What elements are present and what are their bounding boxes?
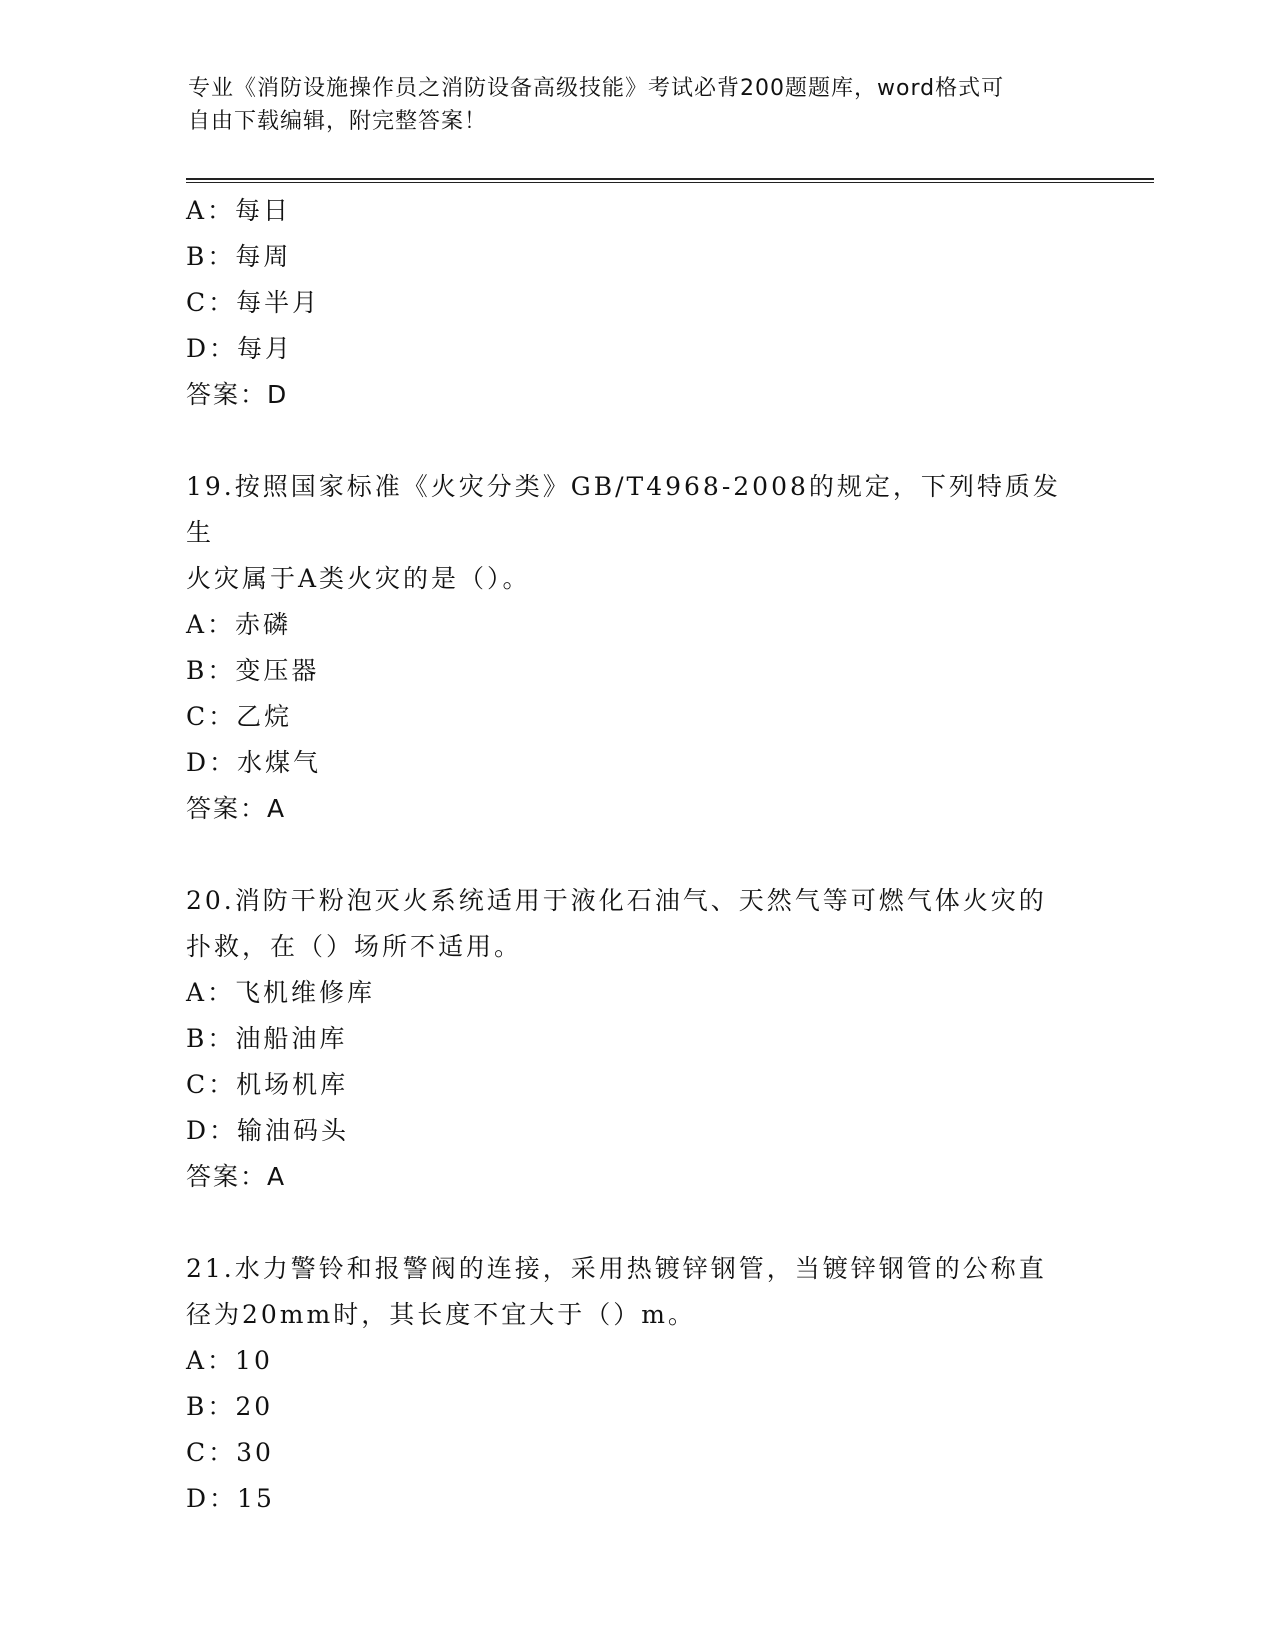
option-b: B：变压器 bbox=[186, 656, 320, 685]
option-a: A：每日 bbox=[186, 196, 292, 225]
option-a: A：飞机维修库 bbox=[186, 978, 376, 1007]
option-b: B：油船油库 bbox=[186, 1024, 348, 1053]
option-d: D：输油码头 bbox=[186, 1116, 350, 1145]
question-19 bbox=[186, 464, 1086, 832]
question-21 bbox=[186, 1246, 1086, 1522]
option-d: D：15 bbox=[186, 1484, 275, 1513]
option-c: C：30 bbox=[186, 1438, 274, 1467]
option-b: B：20 bbox=[186, 1392, 274, 1421]
option-c: C：乙烷 bbox=[186, 702, 293, 731]
question-20 bbox=[186, 878, 1086, 1200]
question-text-line-1: 19.按照国家标准《火灾分类》GB/T4968-2008的规定，下列特质发生 bbox=[186, 472, 1061, 547]
question-content bbox=[186, 188, 1086, 1522]
option-d: D：每月 bbox=[186, 334, 294, 363]
question-text-line-1: 21.水力警铃和报警阀的连接，采用热镀锌钢管，当镀锌钢管的公称直 bbox=[186, 1254, 1047, 1283]
header-line-2: 自由下载编辑，附完整答案！ bbox=[188, 109, 488, 134]
header-divider-thick bbox=[186, 178, 1154, 180]
answer-line: 答案：A bbox=[186, 794, 287, 823]
spacer bbox=[186, 1200, 1086, 1246]
question-text-line-2: 径为20mm时，其长度不宜大于（）m。 bbox=[186, 1300, 696, 1329]
option-c: C：机场机库 bbox=[186, 1070, 349, 1099]
header-line-1: 专业《消防设施操作员之消防设备高级技能》考试必背200题题库，word格式可 bbox=[188, 76, 1005, 101]
spacer bbox=[186, 418, 1086, 464]
answer-line: 答案：A bbox=[186, 1162, 287, 1191]
question-text-line-2: 扑救，在（）场所不适用。 bbox=[186, 932, 523, 961]
spacer bbox=[186, 832, 1086, 878]
question-text-line-1: 20.消防干粉泡灭火系统适用于液化石油气、天然气等可燃气体火灾的 bbox=[186, 886, 1047, 915]
option-a: A：10 bbox=[186, 1346, 273, 1375]
option-b: B：每周 bbox=[186, 242, 292, 271]
option-d: D：水煤气 bbox=[186, 748, 322, 777]
question-18-options bbox=[186, 188, 1086, 418]
answer-line: 答案：D bbox=[186, 380, 289, 409]
question-text-line-2: 火灾属于A类火灾的是（）。 bbox=[186, 564, 531, 593]
document-header bbox=[188, 72, 1088, 138]
option-a: A：赤磷 bbox=[186, 610, 292, 639]
option-c: C：每半月 bbox=[186, 288, 321, 317]
header-divider-thin bbox=[186, 182, 1154, 183]
